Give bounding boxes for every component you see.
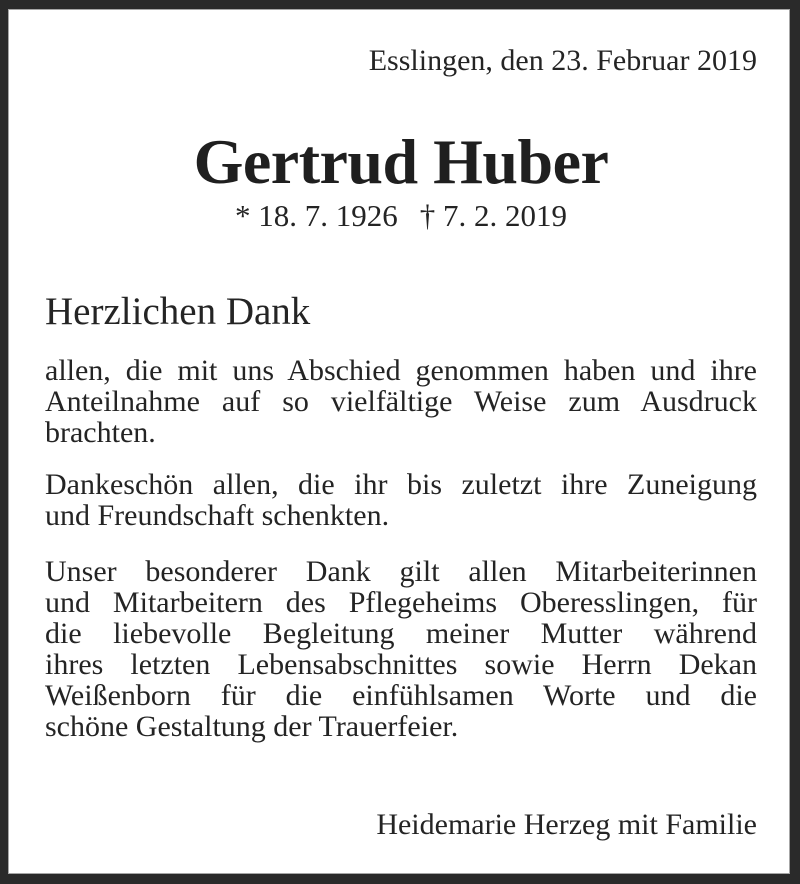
paragraph-line: ihres letzten Lebensabschnittes sowie Herrn Dekan [45,648,757,681]
paragraph-line: und Mitarbeitern des Pflegeheims Oberesslingen, für [45,586,757,619]
thanks-heading: Herzlichen Dank [45,290,311,333]
paragraph-line: schöne Gestaltung der Trauerfeier. [45,710,459,743]
signature: Heidemarie Herzeg mit Familie [376,808,757,841]
birth-date: * 18. 7. 1926 [235,198,398,233]
paragraph-thanks-caregivers [45,556,757,742]
obituary-notice-sheet [8,9,790,874]
dateline: Esslingen, den 23. Februar 2019 [368,44,757,77]
paragraph-line: Dankeschön allen, die ihr bis zuletzt ihre Zuneigung [45,468,757,501]
paragraph-line: brachten. [45,416,156,449]
death-date: † 7. 2. 2019 [419,198,567,233]
life-dates [45,198,757,234]
paragraph-line: Weißenborn für die einfühlsamen Worte und die [45,679,757,712]
paragraph-thanks-friends [45,469,757,531]
paragraph-line: Anteilnahme auf so vielfältige Weise zum Ausdruck [45,385,757,418]
paragraph-line: Unser besonderer Dank gilt allen Mitarbeiterinnen [45,555,757,588]
paragraph-line: die liebevolle Begleitung meiner Mutter während [45,617,757,650]
paragraph-thanks-general [45,355,757,448]
paragraph-line: und Freundschaft schenkten. [45,499,390,532]
paragraph-line: allen, die mit uns Abschied genommen haben und ihre [45,354,757,387]
deceased-name: Gertrud Huber [193,126,609,197]
